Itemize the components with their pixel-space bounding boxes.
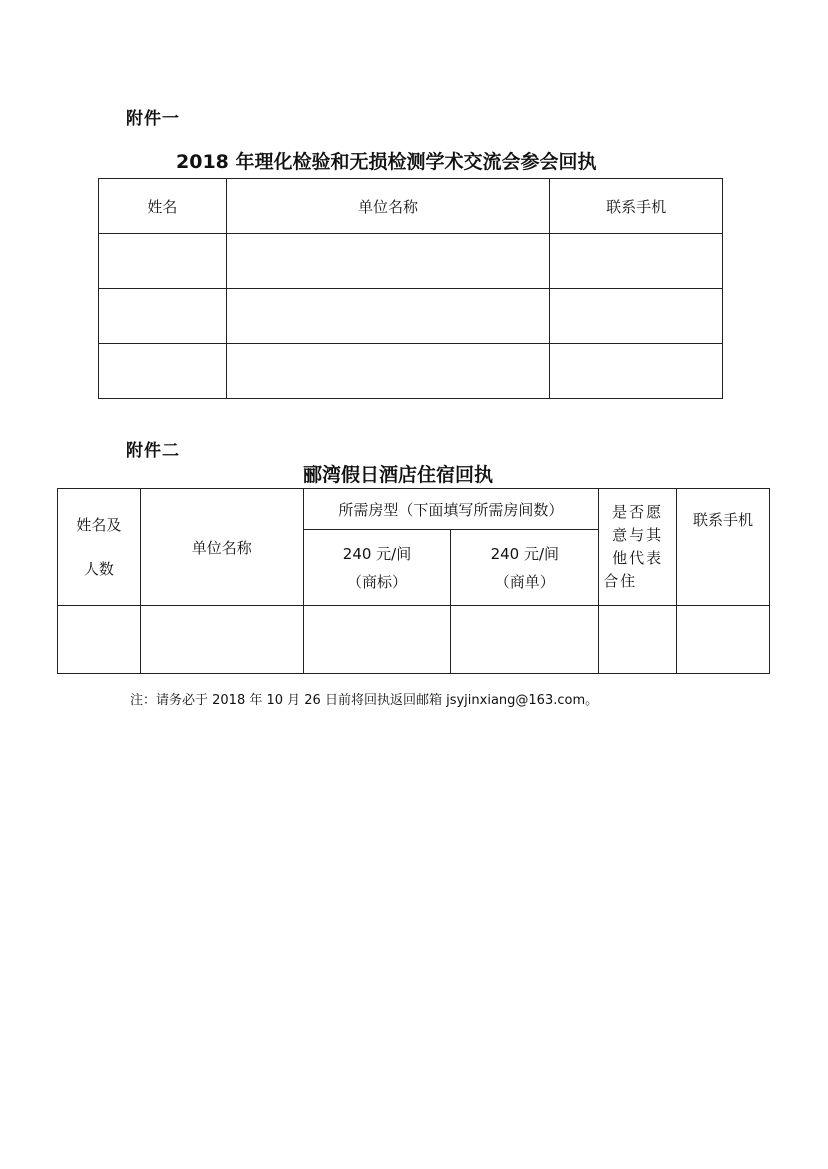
cell-unit[interactable] bbox=[140, 606, 303, 674]
header-name: 姓名 bbox=[99, 179, 227, 234]
header-name-count-line2: 人数 bbox=[83, 560, 114, 578]
header-room1 bbox=[303, 530, 451, 606]
table-row bbox=[99, 234, 723, 289]
table-row bbox=[99, 344, 723, 399]
annex2-heading: 附件二 bbox=[126, 441, 180, 461]
table-header-row bbox=[99, 179, 723, 234]
annex1-heading: 附件一 bbox=[126, 109, 180, 129]
annex2-title: 郦湾假日酒店住宿回执 bbox=[303, 464, 494, 486]
header-share-line4: 合住 bbox=[603, 572, 638, 590]
cell-room2[interactable] bbox=[451, 606, 599, 674]
cell-unit[interactable] bbox=[226, 234, 549, 289]
table-row bbox=[58, 606, 770, 674]
cell-phone[interactable] bbox=[550, 234, 723, 289]
room2-price: 240 元/间 bbox=[490, 544, 560, 563]
annex1-title: 2018 年理化检验和无损检测学术交流会参会回执 bbox=[176, 151, 597, 173]
cell-unit[interactable] bbox=[226, 344, 549, 399]
table-row bbox=[99, 289, 723, 344]
cell-room1[interactable] bbox=[303, 606, 451, 674]
cell-share[interactable] bbox=[599, 606, 677, 674]
cell-phone[interactable] bbox=[550, 289, 723, 344]
room1-price: 240 元/间 bbox=[342, 544, 412, 563]
header-share bbox=[599, 489, 677, 606]
header-unit: 单位名称 bbox=[226, 179, 549, 234]
registration-table bbox=[98, 178, 723, 399]
cell-unit[interactable] bbox=[226, 289, 549, 344]
room2-type: （商单） bbox=[494, 572, 555, 591]
header-room-type: 所需房型（下面填写所需房间数） bbox=[303, 489, 599, 530]
header-room2 bbox=[451, 530, 599, 606]
cell-name-count[interactable] bbox=[58, 606, 141, 674]
header-share-line3: 他代表 bbox=[612, 549, 664, 567]
cell-name[interactable] bbox=[99, 344, 227, 399]
header-name-count bbox=[58, 489, 141, 606]
header-share-line1: 是否愿 bbox=[612, 503, 664, 521]
header-share-line2: 意与其 bbox=[612, 526, 664, 544]
accommodation-table bbox=[57, 488, 770, 674]
header-name-count-line1: 姓名及 bbox=[76, 516, 122, 534]
cell-phone[interactable] bbox=[550, 344, 723, 399]
header-phone: 联系手机 bbox=[550, 179, 723, 234]
cell-phone[interactable] bbox=[677, 606, 770, 674]
header-phone: 联系手机 bbox=[677, 489, 770, 606]
cell-name[interactable] bbox=[99, 289, 227, 344]
deadline-note: 注：请务必于 2018 年 10 月 26 日前将回执返回邮箱 jsyjinxiang@163.com。 bbox=[130, 693, 599, 708]
table-header-row bbox=[58, 489, 770, 530]
room1-type: （商标） bbox=[347, 572, 408, 591]
header-unit: 单位名称 bbox=[140, 489, 303, 606]
cell-name[interactable] bbox=[99, 234, 227, 289]
